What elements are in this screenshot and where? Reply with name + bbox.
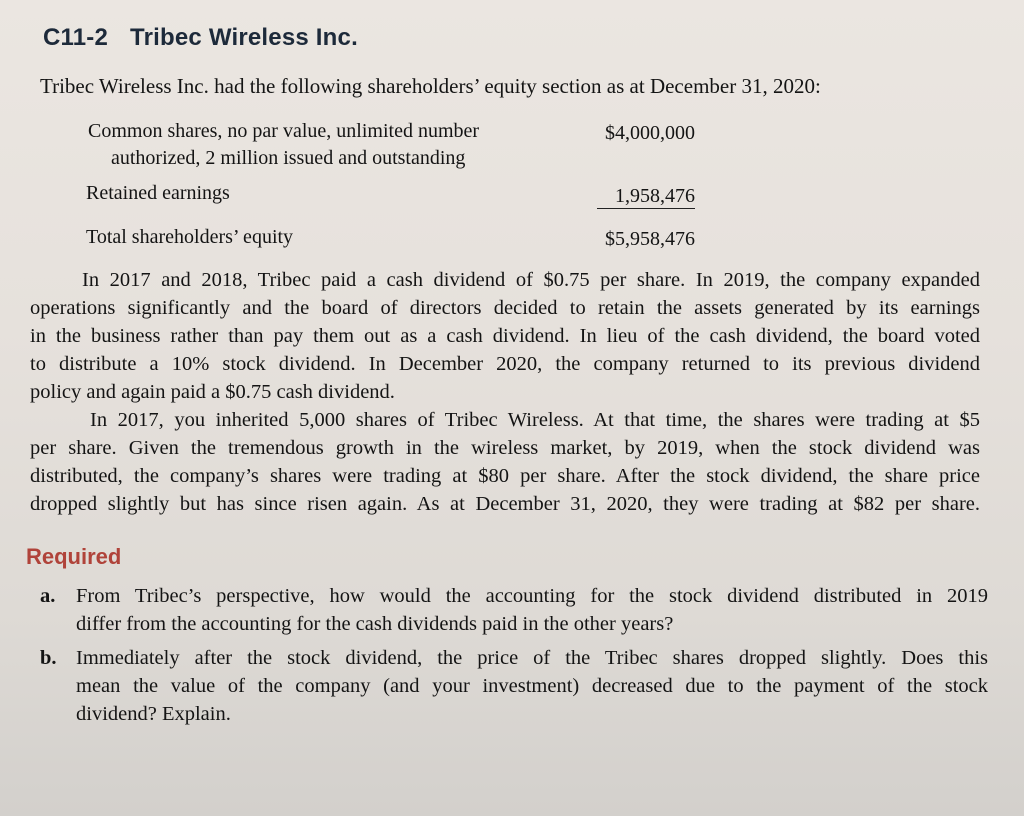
paragraph-line: to distribute a 10% stock dividend. In December 2020, the company returned to its previous dividend — [30, 353, 980, 375]
required-heading: Required — [26, 544, 122, 569]
paragraph-line: policy and again paid a $0.75 cash dividend. — [30, 381, 395, 403]
intro-sentence: Tribec Wireless Inc. had the following shareholders’ equity section as at December 31, 2020: — [40, 74, 821, 98]
common-shares-value: $4,000,000 — [605, 122, 695, 144]
paragraph-line: distributed, the company’s shares were trading at $80 per share. After the stock dividend, the share price — [30, 465, 980, 487]
paragraph-investment — [30, 406, 980, 518]
retained-earnings-value: 1,958,476 — [615, 185, 695, 207]
question-line: From Tribec’s perspective, how would the accounting for the stock dividend distributed in 2019 — [76, 585, 988, 607]
subtotal-rule — [597, 208, 695, 209]
question-line: differ from the accounting for the cash dividends paid in the other years? — [76, 613, 674, 635]
question-letter: b. — [40, 647, 57, 669]
paragraph-line: operations significantly and the board of directors decided to retain the assets generated by its earnings — [30, 297, 980, 319]
total-equity-value: $5,958,476 — [605, 228, 695, 250]
common-shares-label-line2: authorized, 2 million issued and outstanding — [111, 147, 466, 169]
question-letter: a. — [40, 585, 56, 607]
paragraph-line: dropped slightly but has since risen again. As at December 31, 2020, they were trading at $82 per share. — [30, 493, 980, 515]
problem-number: C11-2 — [43, 24, 109, 51]
paragraph-line: in the business rather than pay them out as a cash dividend. In lieu of the cash dividend, the board voted — [30, 325, 980, 347]
paragraph-line: In 2017, you inherited 5,000 shares of Tribec Wireless. At that time, the shares were trading at $5 — [90, 409, 980, 431]
bleed-through-text — [470, 26, 475, 47]
common-shares-label-line1: Common shares, no par value, unlimited number — [88, 120, 480, 142]
problem-title: Tribec Wireless Inc. — [130, 24, 358, 51]
retained-earnings-label: Retained earnings — [86, 182, 230, 204]
question-line: dividend? Explain. — [76, 703, 231, 725]
question-line: mean the value of the company (and your investment) decreased due to the payment of the stock — [76, 675, 988, 697]
question-line: Immediately after the stock dividend, the price of the Tribec shares dropped slightly. Does this — [76, 647, 988, 669]
question-text — [76, 644, 988, 728]
question-text — [76, 582, 988, 638]
total-equity-label: Total shareholders’ equity — [86, 226, 294, 248]
paragraph-line: In 2017 and 2018, Tribec paid a cash dividend of $0.75 per share. In 2019, the company expanded — [82, 269, 980, 291]
problem-heading — [43, 24, 358, 52]
paragraph-line: per share. Given the tremendous growth in the wireless market, by 2019, when the stock dividend was — [30, 437, 980, 459]
paragraph-dividend-history — [30, 266, 980, 406]
